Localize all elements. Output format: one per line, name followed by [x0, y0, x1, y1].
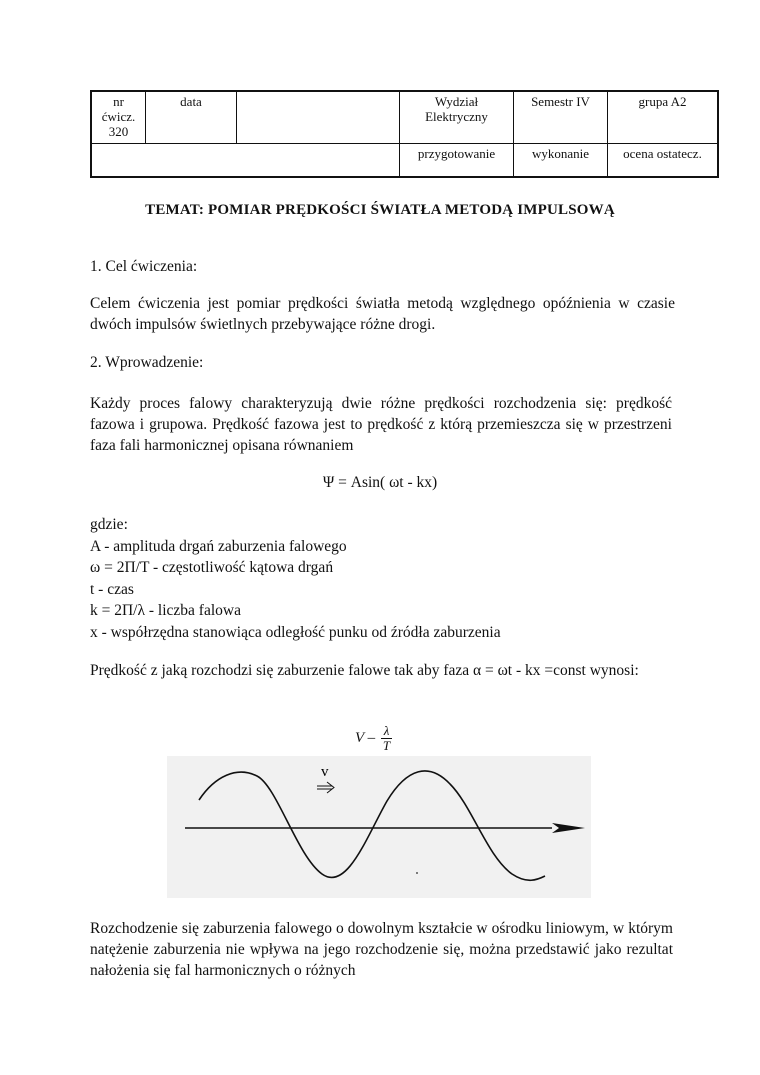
- group-cell: grupa A2: [608, 91, 719, 143]
- sine-wave-figure: [167, 756, 591, 898]
- section1-heading: 1. Cel ćwiczenia:: [90, 258, 198, 275]
- execution-cell: wykonanie: [514, 143, 608, 177]
- definitions-list: [90, 514, 690, 643]
- section2-heading: 2. Wprowadzenie:: [90, 354, 204, 371]
- figure-dot: [416, 872, 418, 874]
- definition-item: x - współrzędna stanowiąca odległość punku od źródła zaburzenia: [90, 623, 501, 641]
- definition-item: A - amplituda drgań zaburzenia falowego: [90, 537, 347, 555]
- wave-equation: Ψ = Asin( ωt - kx): [322, 474, 438, 491]
- document-title: TEMAT: POMIAR PRĘDKOŚCI ŚWIATŁA METODĄ IMPULSOWĄ: [145, 202, 615, 218]
- velocity-label: v: [321, 764, 329, 780]
- velocity-text: Prędkość z jaką rozchodzi się zaburzenie falowe tak aby faza α = ωt - kx =const wynosi:: [90, 662, 639, 679]
- definition-item: ω = 2Π/T - częstotliwość kątowa drgań: [90, 559, 334, 576]
- definition-item: k = 2Π/λ - liczba falowa: [90, 602, 241, 619]
- velocity-formula: [355, 724, 392, 753]
- header-table: [90, 90, 719, 178]
- figure-background: [167, 756, 591, 898]
- fraction-denominator: T: [382, 738, 391, 753]
- blank-cell: [91, 143, 400, 177]
- exercise-number-cell: nr ćwicz. 320: [91, 91, 146, 143]
- velocity-fraction: [381, 724, 392, 753]
- final-grade-cell: ocena ostatecz.: [608, 143, 719, 177]
- semester-cell: Semestr IV: [514, 91, 608, 143]
- definition-item: t - czas: [90, 580, 134, 598]
- preparation-cell: przygotowanie: [400, 143, 514, 177]
- fraction-numerator: λ: [381, 724, 392, 739]
- date-cell: data: [146, 91, 237, 143]
- where-label: gdzie:: [90, 516, 128, 533]
- empty-cell: [237, 91, 400, 143]
- closing-text: Rozchodzenie się zaburzenia falowego o dowolnym kształcie w ośrodku liniowym, w którym natężenie zaburzenia nie wpływa na jego rozchodzenie się, można przedstawić jako rezultat nałożenia się fal harmonicznych o różnych: [90, 920, 673, 979]
- velocity-lhs: V –: [355, 729, 376, 746]
- section1-text: Celem ćwiczenia jest pomiar prędkości światła metodą względnego opóźnienia w czasie dwóch impulsów świetlnych przebywające różne drogi.: [90, 295, 675, 333]
- section2-intro: Każdy proces falowy charakteryzują dwie różne prędkości rozchodzenia się: prędkość fazowa i grupowa. Prędkość fazowa jest to prędkość z którą przemieszcza się w przestrzeni faza fali harmonicznej opisana równaniem: [90, 395, 672, 454]
- department-cell: Wydział Elektryczny: [400, 91, 514, 143]
